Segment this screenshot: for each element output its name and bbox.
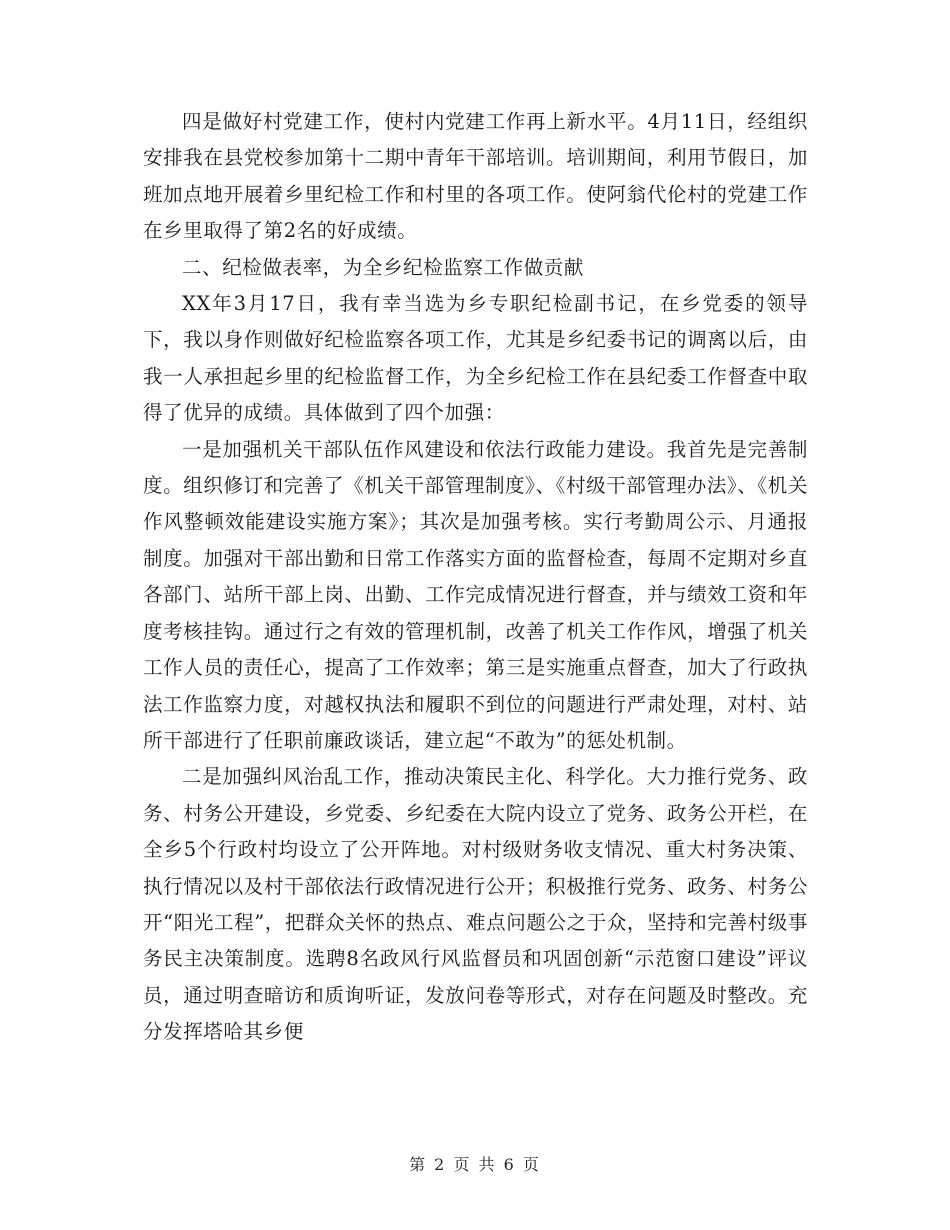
paragraph-rectification: 二是加强纠风治乱工作，推动决策民主化、科学化。大力推行党务、政务、村务公开建设，乡党委、乡纪委在大院内设立了党务、政务公开栏，在全乡5个行政村均设立了公开阵地。对村级财务收支情况、重大村务决策、执行情况以及村干部依法行政情况进行公开；积极推行党务、政务、村务公开“阳光工程”，把群众关怀的热点、难点问题公之于众，坚持和完善村级事务民主决策制度。选聘8名政风行风监督员和巩固创新“示范窗口建设”评议员，通过明查暗访和质询听证，发放问卷等形式，对存在问题及时整改。充分发挥塔哈其乡便 bbox=[143, 765, 808, 1044]
page-number-footer: 第 2 页 共 6 页 bbox=[409, 1155, 541, 1174]
paragraph-party-building: 四是做好村党建工作，使村内党建工作再上新水平。4月11日，经组织安排我在县党校参加第十二期中青年干部培训。培训期间，利用节假日，加班加点地开展着乡里纪检工作和村里的各项工作。使阿翁代伦村的党建工作在乡里取得了第2名的好成绩。 bbox=[143, 110, 808, 243]
section-heading-discipline: 二、纪检做表率，为全乡纪检监察工作做贡献 bbox=[182, 255, 585, 279]
paragraph-appointment: XX年3月17日，我有幸当选为乡专职纪检副书记，在乡党委的领导下，我以身作则做好纪检监察各项工作，尤其是乡纪委书记的调离以后，由我一人承担起乡里的纪检监督工作，为全乡纪检工作在县纪委工作督查中取得了优异的成绩。具体做到了四个加强： bbox=[143, 292, 808, 425]
paragraph-cadre-conduct: 一是加强机关干部队伍作风建设和依法行政能力建设。我首先是完善制度。组织修订和完善了《机关干部管理制度》、《村级干部管理办法》、《机关作风整顿效能建设实施方案》；其次是加强考核。实行考勤周公示、月通报制度。加强对干部出勤和日常工作落实方面的监督检查，每周不定期对乡直各部门、站所干部上岗、出勤、工作完成情况进行督查，并与绩效工资和年度考核挂钩。通过行之有效的管理机制，改善了机关工作作风，增强了机关工作人员的责任心，提高了工作效率；第三是实施重点督查，加大了行政执法工作监察力度，对越权执法和履职不到位的问题进行严肃处理，对村、站所干部进行了任职前廉政谈话，建立起“不敢为”的惩处机制。 bbox=[143, 437, 808, 752]
document-body bbox=[143, 104, 808, 1051]
